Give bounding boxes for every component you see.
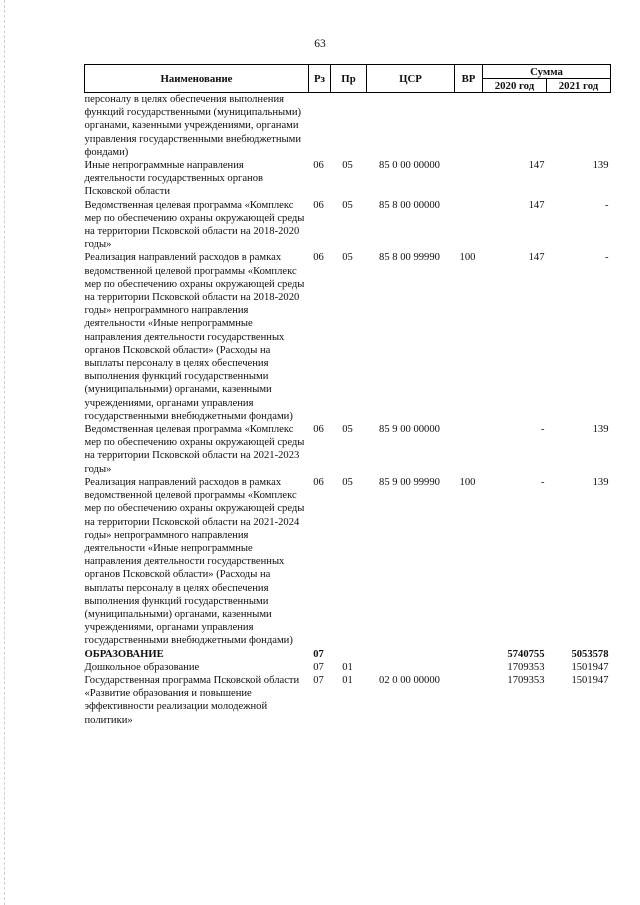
cell-name: Ведомственная целевая программа «Комплекс мер по обеспечению охраны окружающей среды на территории Псковской области на 2021-2023 годы»: [84, 424, 305, 475]
cell-sum-2021: 139: [592, 160, 609, 172]
cell-rz: [309, 93, 331, 160]
cell-sum-2021: 1501947: [571, 674, 609, 686]
budget-table: [84, 64, 611, 727]
cell-sum-2021: [547, 93, 611, 160]
cell-sum-2020: [483, 93, 547, 160]
cell-vr: [455, 674, 483, 727]
table-row: [85, 674, 611, 727]
cell-sum-2021: 5053578: [571, 648, 609, 660]
header-sum: Сумма: [483, 65, 611, 79]
cell-sum-2021: 139: [592, 424, 609, 436]
cell-vr: 100: [459, 252, 476, 264]
cell-sum-2020: 1709353: [507, 674, 545, 686]
cell-rz: 07: [313, 648, 324, 660]
cell-sum-2021: -: [604, 199, 609, 211]
table-row: [85, 423, 611, 476]
cell-pr: 05: [342, 424, 353, 436]
table-row: [85, 661, 611, 674]
header-pr: Пр: [331, 65, 367, 93]
table-row: [85, 476, 611, 648]
cell-csr: 85 0 00 00000: [379, 160, 440, 172]
header-year-2021: 2021 год: [547, 79, 611, 93]
header-vr: ВР: [455, 65, 483, 93]
cell-rz: 07: [313, 674, 324, 686]
table-header-row: [85, 65, 611, 79]
cell-csr: 85 9 00 99990: [379, 476, 440, 488]
cell-name: Иные непрограммные направления деятельности государственных органов Псковской области: [84, 160, 264, 198]
table-row: [85, 648, 611, 661]
cell-pr: [331, 648, 367, 661]
cell-pr: 01: [342, 674, 353, 686]
cell-sum-2020: 147: [528, 252, 545, 264]
header-year-2020: 2020 год: [483, 79, 547, 93]
cell-pr: 05: [342, 199, 353, 211]
cell-vr: [455, 93, 483, 160]
cell-csr: [367, 661, 455, 674]
cell-csr: 85 8 00 00000: [379, 199, 440, 211]
cell-name: Государственная программа Псковской области «Развитие образования и повышение эффективности реализации молодежной политики»: [84, 674, 300, 726]
cell-vr: [455, 661, 483, 674]
table-row: [85, 199, 611, 252]
cell-vr: [455, 159, 483, 199]
cell-sum-2021: 139: [592, 476, 609, 488]
cell-vr: [455, 648, 483, 661]
cell-sum-2020: 1709353: [507, 661, 545, 673]
cell-vr: 100: [459, 476, 476, 488]
scan-edge-line: [4, 0, 6, 905]
cell-name: персоналу в целях обеспечения выполнения функций государственными (муниципальными) органами, казенными учреждениями, органами управления государственными внебюджетными фондами): [84, 94, 302, 158]
cell-rz: 06: [313, 476, 324, 488]
cell-name: Реализация направлений расходов в рамках ведомственной целевой программы «Комплекс мер по обеспечению охраны окружающей среды на территории Псковской области на 2018-2020 годы» непрограммного направления деятельности «Иные непрограммные направления деятельности государственных органов Псковской области» (Расходы на выплаты персоналу в целях обеспечения выполнения функций государственными (муниципальными) органами, казенными учреждениями, органами управления государственными внебюджетными фондами): [84, 252, 305, 422]
table-body: [85, 93, 611, 727]
cell-rz: 06: [313, 199, 324, 211]
cell-csr: 85 9 00 00000: [379, 424, 440, 436]
cell-pr: [331, 93, 367, 160]
cell-csr: [367, 93, 455, 160]
cell-pr: 05: [342, 476, 353, 488]
cell-name: ОБРАЗОВАНИЕ: [84, 648, 164, 660]
cell-name: Дошкольное образование: [84, 661, 200, 673]
cell-sum-2020: 147: [528, 160, 545, 172]
header-rz: Рз: [309, 65, 331, 93]
cell-sum-2021: -: [604, 252, 609, 264]
table-row: [85, 251, 611, 423]
cell-rz: 06: [313, 424, 324, 436]
table-row: [85, 159, 611, 199]
cell-rz: 07: [313, 661, 324, 673]
cell-sum-2020: -: [540, 476, 545, 488]
cell-rz: 06: [313, 160, 324, 172]
cell-name: Ведомственная целевая программа «Комплекс мер по обеспечению охраны окружающей среды на территории Псковской области на 2018-2020 годы»: [84, 199, 305, 251]
cell-vr: [455, 199, 483, 252]
cell-sum-2020: 147: [528, 199, 545, 211]
cell-sum-2021: 1501947: [571, 661, 609, 673]
cell-rz: 06: [313, 252, 324, 264]
cell-sum-2020: -: [540, 424, 545, 436]
cell-pr: 05: [342, 160, 353, 172]
cell-vr: [455, 423, 483, 476]
cell-csr: [367, 648, 455, 661]
header-csr: ЦСР: [367, 65, 455, 93]
table-row: [85, 93, 611, 160]
cell-csr: 02 0 00 00000: [379, 674, 440, 686]
cell-pr: 05: [342, 252, 353, 264]
cell-name: Реализация направлений расходов в рамках ведомственной целевой программы «Комплекс мер по обеспечению охраны окружающей среды на территории Псковской области на 2021-2024 годы» непрограммного направления деятельности «Иные непрограммные направления деятельности государственных органов Псковской области» (Расходы на выплаты персоналу в целях обеспечения выполнения функций государственными (муниципальными) органами, казенными учреждениями, органами управления государственными внебюджетными фондами): [84, 476, 305, 647]
cell-csr: 85 8 00 99990: [379, 252, 440, 264]
page-number: 63: [314, 38, 326, 50]
cell-sum-2020: 5740755: [507, 648, 545, 660]
cell-pr: 01: [342, 661, 353, 673]
header-name: Наименование: [85, 65, 309, 93]
